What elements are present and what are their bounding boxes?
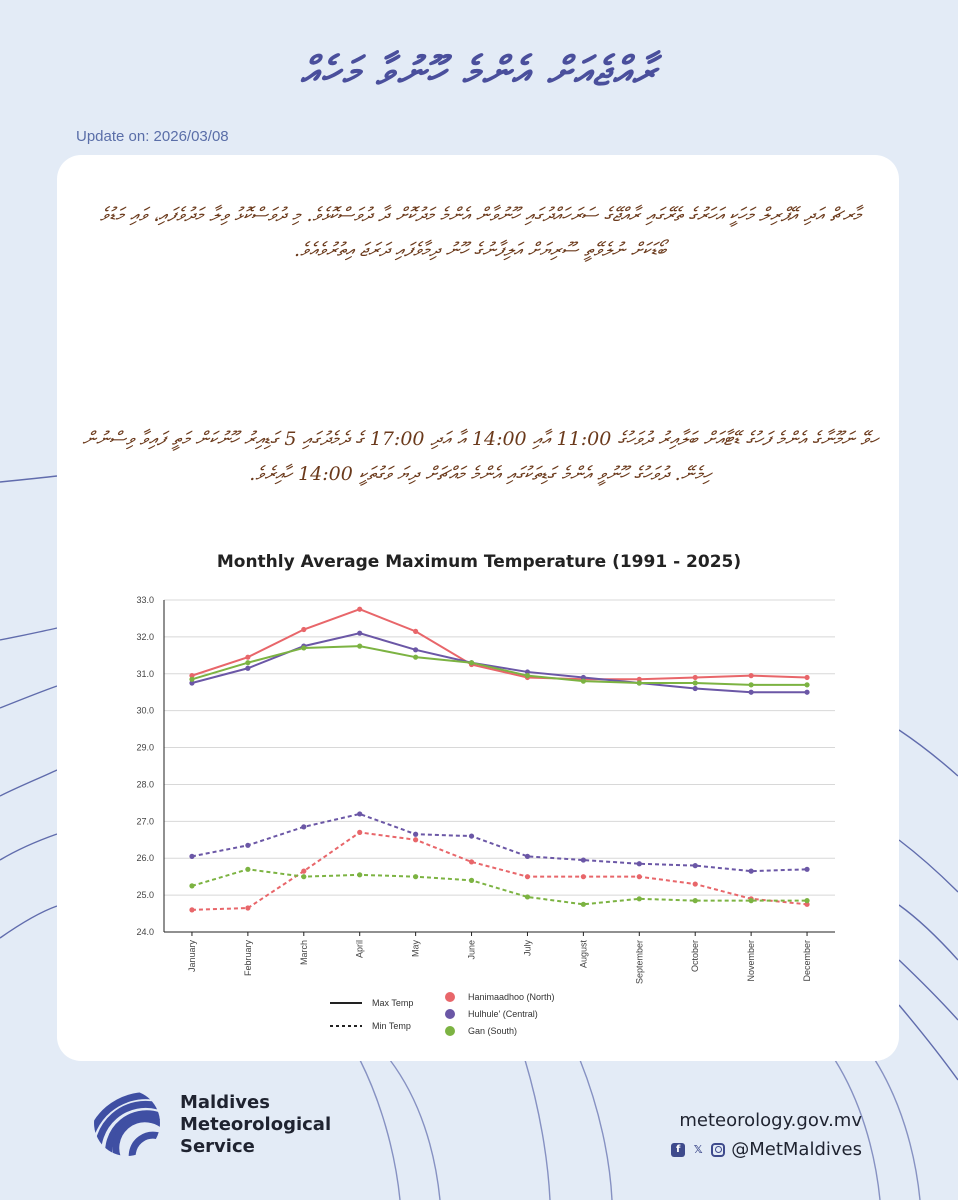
x-tick-label: June bbox=[466, 940, 477, 960]
y-tick-label: 29.0 bbox=[136, 742, 154, 753]
data-point bbox=[357, 830, 362, 835]
facebook-icon[interactable]: f bbox=[671, 1143, 685, 1157]
data-point bbox=[525, 673, 530, 678]
data-point bbox=[245, 666, 250, 671]
y-tick-label: 32.0 bbox=[136, 631, 154, 642]
x-tick-label: September bbox=[634, 940, 645, 985]
series-line bbox=[192, 646, 807, 685]
data-point bbox=[245, 843, 250, 848]
x-icon[interactable]: 𝕏 bbox=[693, 1143, 703, 1156]
data-point bbox=[637, 680, 642, 685]
x-tick-label: November bbox=[746, 940, 757, 982]
data-point bbox=[357, 644, 362, 649]
data-point bbox=[413, 832, 418, 837]
data-point bbox=[749, 898, 754, 903]
data-point bbox=[189, 854, 194, 859]
y-tick-label: 33.0 bbox=[136, 595, 154, 605]
x-tick-label: February bbox=[242, 940, 253, 977]
data-point bbox=[189, 907, 194, 912]
org-name-line-2: Meteorological bbox=[180, 1114, 332, 1135]
y-tick-label: 27.0 bbox=[136, 816, 154, 827]
data-point bbox=[693, 881, 698, 886]
description-paragraph-1: މާރޗް އަދި އޭޕްރިލް މަހަކީ އަހަރުގެ ތެރޭގައި ރާއްޖޭގެ ސަރަހައްދުގައި ހޫނުވާން އެންމެ މަދުކޮށް ދާ ދުވަސްކޮޅެވެ. މި ދުވަސްކޮޅު ވިލާ މަދުވެފައި، ވައި މަޑުވެ ބޯޑަކަށް ނުލެވޭތީ ސޫރިޔަށް އަލިފާނުގެ ހޫނު ދިމާވެފައި ދަރަޖަ އިތުރުވެއެވެ. bbox=[99, 204, 861, 261]
org-name bbox=[180, 1092, 360, 1158]
update-date: Update on: 2026/03/08 bbox=[76, 128, 229, 145]
data-point bbox=[469, 660, 474, 665]
data-point bbox=[637, 896, 642, 901]
data-point bbox=[693, 863, 698, 868]
x-tick-label: April bbox=[354, 940, 365, 959]
x-tick-label: January bbox=[186, 940, 197, 973]
legend-station-hanimaadhoo: Hanimaadhoo (North) bbox=[468, 992, 555, 1002]
data-point bbox=[581, 857, 586, 862]
data-point bbox=[804, 867, 809, 872]
x-tick-label: August bbox=[578, 940, 589, 969]
data-point bbox=[749, 869, 754, 874]
org-name-line-3: Service bbox=[180, 1136, 255, 1157]
data-point bbox=[804, 690, 809, 695]
data-point bbox=[804, 682, 809, 687]
data-point bbox=[357, 872, 362, 877]
x-tick-label: October bbox=[690, 940, 701, 973]
data-point bbox=[693, 686, 698, 691]
data-point bbox=[189, 883, 194, 888]
x-tick-label: December bbox=[802, 940, 813, 982]
data-point bbox=[357, 811, 362, 816]
data-point bbox=[413, 647, 418, 652]
y-tick-label: 30.0 bbox=[136, 705, 154, 716]
data-point bbox=[693, 680, 698, 685]
data-point bbox=[637, 874, 642, 879]
data-point bbox=[804, 675, 809, 680]
data-point bbox=[413, 655, 418, 660]
data-point bbox=[413, 874, 418, 879]
data-point bbox=[581, 679, 586, 684]
data-point bbox=[749, 690, 754, 695]
data-point bbox=[749, 682, 754, 687]
data-point bbox=[245, 905, 250, 910]
data-point bbox=[245, 867, 250, 872]
legend-station-hulhule: Hulhule' (Central) bbox=[468, 1009, 538, 1019]
y-tick-label: 25.0 bbox=[136, 890, 154, 901]
data-point bbox=[804, 898, 809, 903]
y-tick-label: 24.0 bbox=[136, 927, 154, 937]
data-point bbox=[301, 645, 306, 650]
page-title: ރާއްޖެއަށް އެންމެ ހޫނުވާ މަހެއް bbox=[300, 48, 658, 95]
data-point bbox=[245, 655, 250, 660]
data-point bbox=[469, 833, 474, 838]
social-handle[interactable]: @MetMaldives bbox=[731, 1139, 862, 1160]
legend-station-gan: Gan (South) bbox=[468, 1026, 518, 1036]
data-point bbox=[301, 869, 306, 874]
data-point bbox=[301, 824, 306, 829]
y-tick-label: 28.0 bbox=[136, 779, 154, 790]
description-paragraph-2: ހވޭ ނަމޫނާގެ އެންމެ ފަހުގެ ޑޭޓާއަށް ބަލާއިރު ދުވަހުގެ 11:00 އާއި 14:00 އާ އަދި 17:00 ގެ ދެމެދުގައި 5 ގަޑިއިރު ހޫނުކަން މަތީ ފައިވާ ވިސްނުން ހިމެނޭ. ދުވަހުގެ ހޫނުވީ އެންމެ ގަޑިތަކުގައި އެންމެ މައްޗަށް ދިޔަ ވަގުތަކީ 14:00 ހާއިރެވެ. bbox=[82, 428, 878, 485]
x-tick-label: May bbox=[410, 940, 421, 958]
data-point bbox=[301, 874, 306, 879]
data-point bbox=[189, 677, 194, 682]
x-tick-label: July bbox=[522, 940, 533, 957]
data-point bbox=[469, 859, 474, 864]
data-point bbox=[413, 837, 418, 842]
data-point bbox=[301, 627, 306, 632]
data-point bbox=[525, 874, 530, 879]
chart-title: Monthly Average Maximum Temperature (1991 - 2025) bbox=[216, 552, 742, 572]
series-line bbox=[192, 814, 807, 871]
data-point bbox=[637, 861, 642, 866]
data-point bbox=[525, 894, 530, 899]
org-name-line-1: Maldives bbox=[180, 1092, 270, 1113]
instagram-icon[interactable] bbox=[711, 1143, 725, 1157]
data-point bbox=[357, 631, 362, 636]
data-point bbox=[693, 675, 698, 680]
data-point bbox=[357, 607, 362, 612]
data-point bbox=[581, 874, 586, 879]
data-point bbox=[413, 629, 418, 634]
data-point bbox=[693, 898, 698, 903]
series-line bbox=[192, 832, 807, 909]
y-tick-label: 26.0 bbox=[136, 853, 154, 864]
social-bar bbox=[671, 1139, 862, 1160]
legend-max-label: Max Temp bbox=[372, 998, 414, 1008]
series-line bbox=[192, 869, 807, 904]
data-point bbox=[749, 673, 754, 678]
y-tick-label: 31.0 bbox=[136, 668, 154, 679]
data-point bbox=[245, 660, 250, 665]
x-tick-label: March bbox=[298, 940, 309, 966]
data-point bbox=[525, 854, 530, 859]
legend-min-label: Min Temp bbox=[372, 1021, 411, 1031]
data-point bbox=[581, 902, 586, 907]
mms-logo-icon bbox=[92, 1088, 162, 1158]
data-point bbox=[469, 878, 474, 883]
website-link[interactable]: meteorology.gov.mv bbox=[679, 1110, 862, 1131]
